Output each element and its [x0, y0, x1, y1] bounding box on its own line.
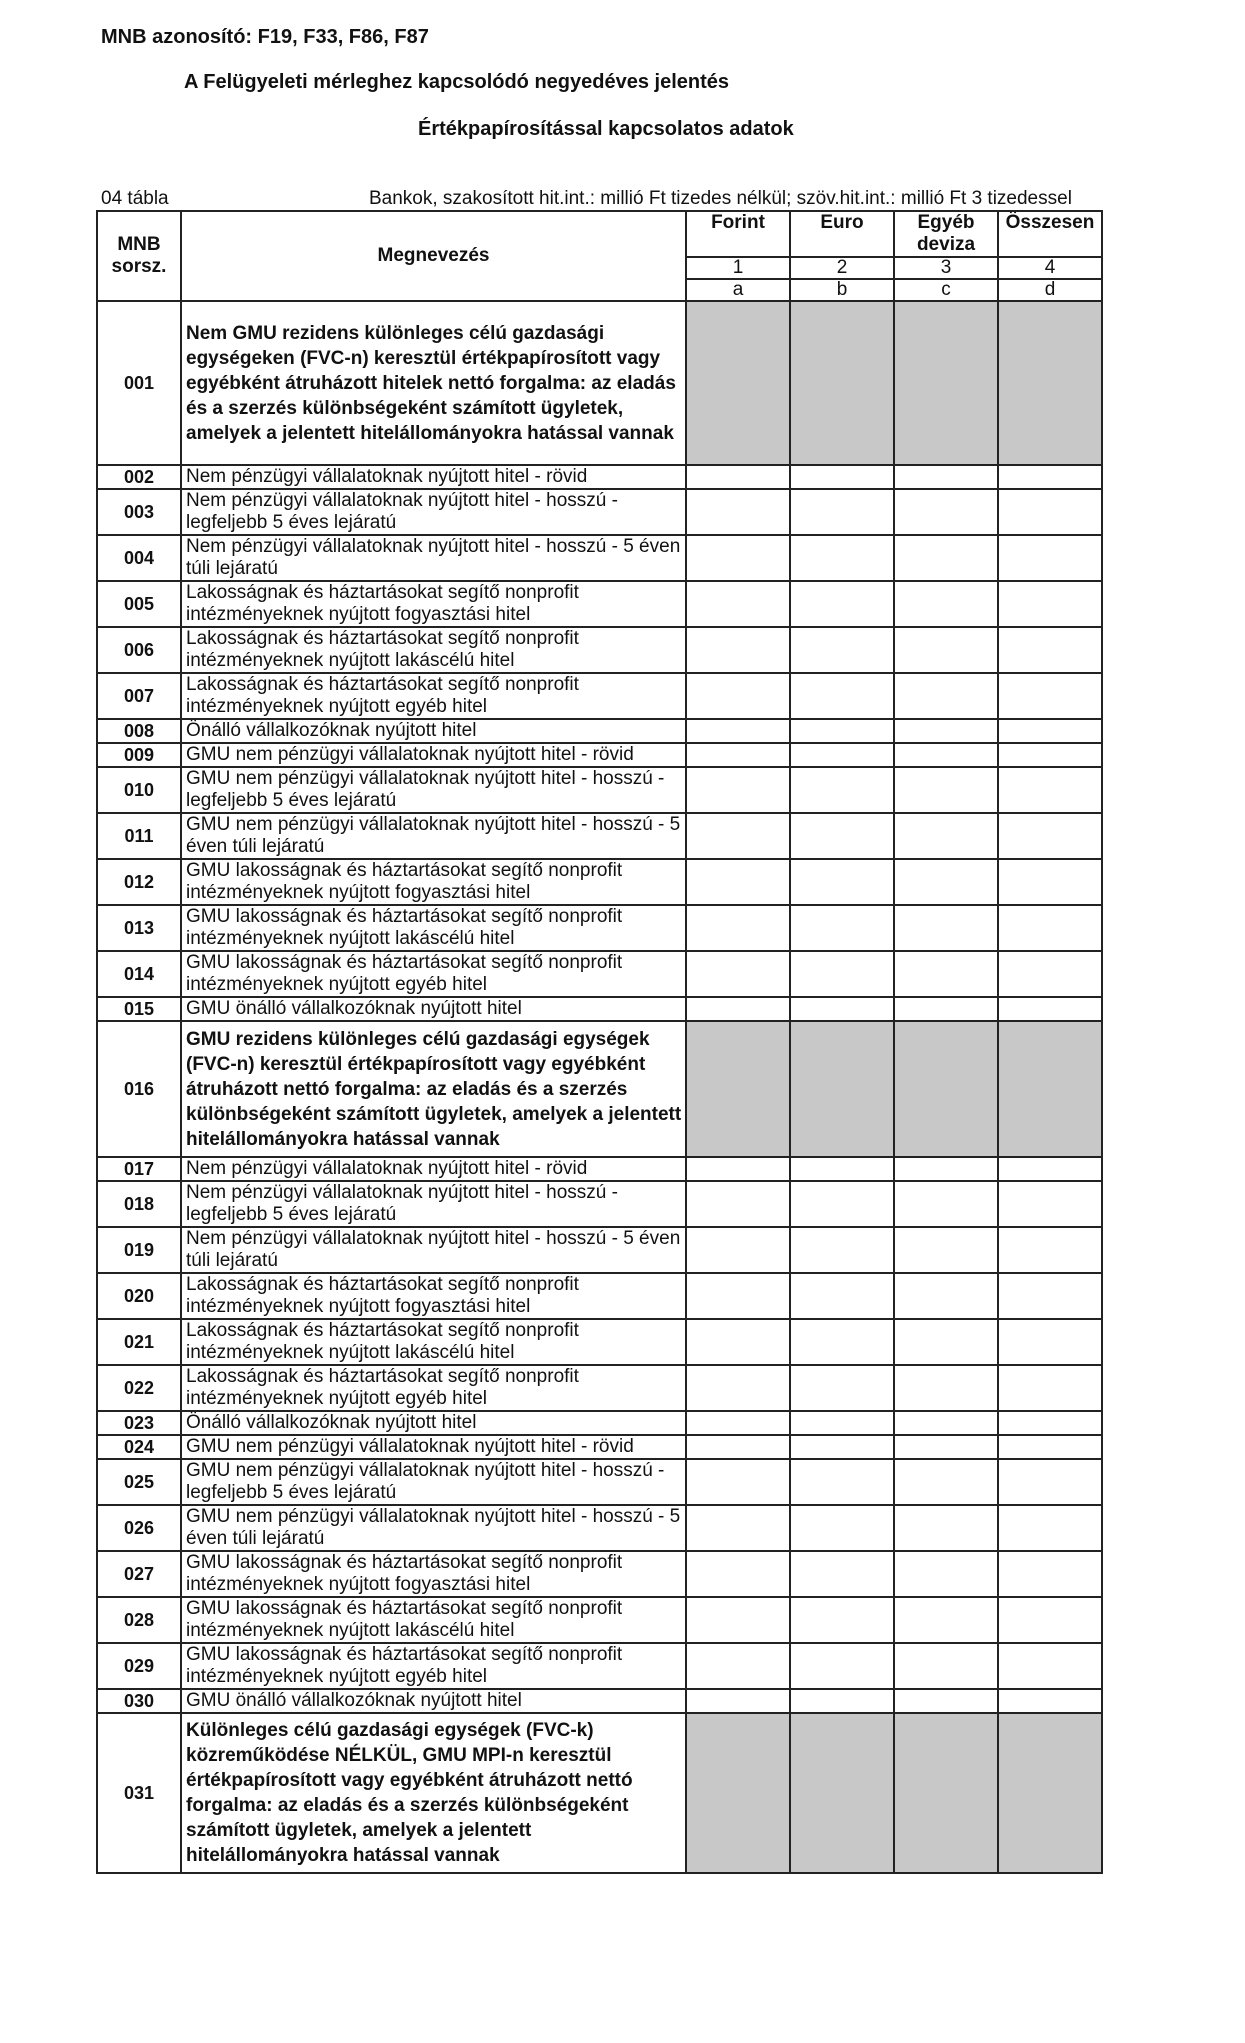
value-cell[interactable]	[998, 1227, 1102, 1273]
shaded-value-cell	[790, 301, 894, 465]
value-cell[interactable]	[998, 489, 1102, 535]
value-cell[interactable]	[686, 465, 790, 489]
value-cell[interactable]	[894, 1597, 998, 1643]
value-cell[interactable]	[790, 1551, 894, 1597]
table-row	[97, 1435, 1102, 1459]
value-cell[interactable]	[686, 535, 790, 581]
value-cell[interactable]	[894, 1435, 998, 1459]
value-cell[interactable]	[790, 465, 894, 489]
table-row	[97, 1319, 1102, 1365]
table-row	[97, 951, 1102, 997]
value-cell[interactable]	[998, 465, 1102, 489]
row-code: 004	[97, 535, 181, 581]
row-description: GMU lakosságnak és háztartásokat segítő nonprofit intézményeknek nyújtott egyéb hitel	[181, 951, 686, 997]
section-row	[97, 1021, 1102, 1157]
column-number: 2	[790, 257, 894, 279]
value-cell[interactable]	[686, 1551, 790, 1597]
row-code: 019	[97, 1227, 181, 1273]
table-row	[97, 581, 1102, 627]
value-cell[interactable]	[686, 813, 790, 859]
column-header-other-currency: Egyéb deviza	[894, 211, 998, 257]
value-cell[interactable]	[998, 1365, 1102, 1411]
value-cell[interactable]	[998, 1273, 1102, 1319]
row-code: 002	[97, 465, 181, 489]
value-cell[interactable]	[790, 627, 894, 673]
table-row	[97, 1597, 1102, 1643]
row-code: 022	[97, 1365, 181, 1411]
row-description: GMU lakosságnak és háztartásokat segítő nonprofit intézményeknek nyújtott fogyasztási hitel	[181, 1551, 686, 1597]
value-cell[interactable]	[686, 905, 790, 951]
section-row	[97, 301, 1102, 465]
shaded-value-cell	[790, 1713, 894, 1873]
row-description: Lakosságnak és háztartásokat segítő nonprofit intézményeknek nyújtott egyéb hitel	[181, 673, 686, 719]
shaded-value-cell	[686, 1021, 790, 1157]
row-description: Lakosságnak és háztartásokat segítő nonprofit intézményeknek nyújtott egyéb hitel	[181, 1365, 686, 1411]
value-cell[interactable]	[998, 859, 1102, 905]
row-description: GMU önálló vállalkozóknak nyújtott hitel	[181, 1689, 686, 1713]
value-cell[interactable]	[998, 1551, 1102, 1597]
row-code: 011	[97, 813, 181, 859]
value-cell[interactable]	[790, 1319, 894, 1365]
row-code: 025	[97, 1459, 181, 1505]
value-cell[interactable]	[894, 719, 998, 743]
row-description: Önálló vállalkozóknak nyújtott hitel	[181, 719, 686, 743]
value-cell[interactable]	[790, 951, 894, 997]
row-description: GMU lakosságnak és háztartásokat segítő nonprofit intézményeknek nyújtott fogyasztási hitel	[181, 859, 686, 905]
value-cell[interactable]	[686, 581, 790, 627]
value-cell[interactable]	[998, 743, 1102, 767]
value-cell[interactable]	[686, 997, 790, 1021]
table-row	[97, 997, 1102, 1021]
table-row	[97, 1181, 1102, 1227]
row-description: Önálló vállalkozóknak nyújtott hitel	[181, 1411, 686, 1435]
table-row	[97, 535, 1102, 581]
value-cell[interactable]	[790, 489, 894, 535]
units-note: Bankok, szakosított hit.int.: millió Ft tizedes nélkül; szöv.hit.int.: millió Ft 3 tizedessel	[369, 188, 1072, 209]
row-description: Nem pénzügyi vállalatoknak nyújtott hitel - rövid	[181, 1157, 686, 1181]
column-letter: b	[790, 279, 894, 301]
shaded-value-cell	[998, 301, 1102, 465]
table-row	[97, 673, 1102, 719]
value-cell[interactable]	[894, 1157, 998, 1181]
value-cell[interactable]	[894, 997, 998, 1021]
value-cell[interactable]	[894, 1459, 998, 1505]
value-cell[interactable]	[686, 1157, 790, 1181]
value-cell[interactable]	[686, 1435, 790, 1459]
value-cell[interactable]	[998, 1597, 1102, 1643]
value-cell[interactable]	[790, 673, 894, 719]
value-cell[interactable]	[790, 1505, 894, 1551]
column-header-forint: Forint	[686, 211, 790, 257]
value-cell[interactable]	[790, 1689, 894, 1713]
table-row	[97, 905, 1102, 951]
code-column-header: MNB sorsz.	[97, 211, 181, 301]
value-cell[interactable]	[790, 813, 894, 859]
row-description: GMU nem pénzügyi vállalatoknak nyújtott hitel - rövid	[181, 743, 686, 767]
row-code: 017	[97, 1157, 181, 1181]
row-description: GMU nem pénzügyi vállalatoknak nyújtott hitel - hosszú - 5 éven túli lejáratú	[181, 813, 686, 859]
row-code: 012	[97, 859, 181, 905]
row-code: 001	[97, 301, 181, 465]
row-description: Nem pénzügyi vállalatoknak nyújtott hitel - hosszú - 5 éven túli lejáratú	[181, 535, 686, 581]
value-cell[interactable]	[998, 581, 1102, 627]
value-cell[interactable]	[790, 1273, 894, 1319]
value-cell[interactable]	[790, 581, 894, 627]
table-row	[97, 489, 1102, 535]
value-cell[interactable]	[894, 859, 998, 905]
row-code: 014	[97, 951, 181, 997]
row-code: 015	[97, 997, 181, 1021]
row-description: Lakosságnak és háztartásokat segítő nonprofit intézményeknek nyújtott fogyasztási hitel	[181, 1273, 686, 1319]
value-cell[interactable]	[686, 1643, 790, 1689]
table-row	[97, 719, 1102, 743]
row-code: 007	[97, 673, 181, 719]
value-cell[interactable]	[894, 673, 998, 719]
row-code: 010	[97, 767, 181, 813]
row-code: 013	[97, 905, 181, 951]
table-row	[97, 1505, 1102, 1551]
value-cell[interactable]	[686, 951, 790, 997]
table-row	[97, 1227, 1102, 1273]
value-cell[interactable]	[790, 1157, 894, 1181]
value-cell[interactable]	[790, 859, 894, 905]
report-title: A Felügyeleti mérleghez kapcsolódó negyedéves jelentés	[184, 71, 730, 93]
value-cell[interactable]	[894, 1227, 998, 1273]
value-cell[interactable]	[686, 1273, 790, 1319]
value-cell[interactable]	[894, 1643, 998, 1689]
value-cell[interactable]	[998, 1505, 1102, 1551]
value-cell[interactable]	[894, 1551, 998, 1597]
column-number: 4	[998, 257, 1102, 279]
shaded-value-cell	[894, 301, 998, 465]
table-row	[97, 743, 1102, 767]
shaded-value-cell	[998, 1021, 1102, 1157]
value-cell[interactable]	[998, 951, 1102, 997]
table-row	[97, 1551, 1102, 1597]
value-cell[interactable]	[894, 1365, 998, 1411]
row-code: 030	[97, 1689, 181, 1713]
value-cell[interactable]	[998, 767, 1102, 813]
value-cell[interactable]	[686, 767, 790, 813]
value-cell[interactable]	[998, 1157, 1102, 1181]
value-cell[interactable]	[686, 1459, 790, 1505]
table-label: 04 tábla	[101, 188, 169, 209]
table-row	[97, 1157, 1102, 1181]
row-description: Nem pénzügyi vállalatoknak nyújtott hitel - hosszú - legfeljebb 5 éves lejáratú	[181, 489, 686, 535]
table-row	[97, 1365, 1102, 1411]
securitisation-table	[96, 210, 1103, 1874]
shaded-value-cell	[998, 1713, 1102, 1873]
value-cell[interactable]	[998, 1435, 1102, 1459]
value-cell[interactable]	[894, 743, 998, 767]
shaded-value-cell	[686, 301, 790, 465]
row-description: Lakosságnak és háztartásokat segítő nonprofit intézményeknek nyújtott lakáscélú hitel	[181, 627, 686, 673]
value-cell[interactable]	[790, 1227, 894, 1273]
table-row	[97, 1459, 1102, 1505]
table-row	[97, 1411, 1102, 1435]
value-cell[interactable]	[790, 1411, 894, 1435]
row-code: 005	[97, 581, 181, 627]
column-letter: c	[894, 279, 998, 301]
row-code: 018	[97, 1181, 181, 1227]
column-letter: d	[998, 279, 1102, 301]
mnb-identifier: MNB azonosító: F19, F33, F86, F87	[101, 26, 429, 48]
row-description: GMU lakosságnak és háztartásokat segítő nonprofit intézményeknek nyújtott lakáscélú hitel	[181, 1597, 686, 1643]
row-code: 026	[97, 1505, 181, 1551]
row-code: 009	[97, 743, 181, 767]
value-cell[interactable]	[998, 905, 1102, 951]
shaded-value-cell	[894, 1713, 998, 1873]
value-cell[interactable]	[790, 905, 894, 951]
row-description: GMU önálló vállalkozóknak nyújtott hitel	[181, 997, 686, 1021]
value-cell[interactable]	[998, 673, 1102, 719]
name-column-header: Megnevezés	[181, 211, 686, 301]
shaded-value-cell	[894, 1021, 998, 1157]
value-cell[interactable]	[998, 1689, 1102, 1713]
row-code: 016	[97, 1021, 181, 1157]
column-header-total: Összesen	[998, 211, 1102, 257]
value-cell[interactable]	[894, 1505, 998, 1551]
value-cell[interactable]	[894, 581, 998, 627]
row-description: Nem pénzügyi vállalatoknak nyújtott hitel - hosszú - 5 éven túli lejáratú	[181, 1227, 686, 1273]
value-cell[interactable]	[790, 743, 894, 767]
row-description: GMU nem pénzügyi vállalatoknak nyújtott hitel - rövid	[181, 1435, 686, 1459]
value-cell[interactable]	[686, 1181, 790, 1227]
value-cell[interactable]	[998, 1181, 1102, 1227]
value-cell[interactable]	[894, 951, 998, 997]
value-cell[interactable]	[686, 627, 790, 673]
value-cell[interactable]	[686, 743, 790, 767]
value-cell[interactable]	[790, 1435, 894, 1459]
row-code: 028	[97, 1597, 181, 1643]
value-cell[interactable]	[998, 997, 1102, 1021]
report-subtitle: Értékpapírosítással kapcsolatos adatok	[418, 118, 794, 140]
row-code: 031	[97, 1713, 181, 1873]
value-cell[interactable]	[894, 905, 998, 951]
column-number: 3	[894, 257, 998, 279]
row-description: GMU nem pénzügyi vállalatoknak nyújtott hitel - hosszú - 5 éven túli lejáratú	[181, 1505, 686, 1551]
value-cell[interactable]	[790, 1459, 894, 1505]
row-description: Különleges célú gazdasági egységek (FVC-k) közreműködése NÉLKÜL, GMU MPI-n keresztül értékpapírosított vagy egyébként átruházott nettó forgalma: az eladás és a szerzés különbségeként számított ügyletek, amelyek a jelentett hitelállományokra hatással vannak	[181, 1713, 686, 1873]
value-cell[interactable]	[998, 1643, 1102, 1689]
value-cell[interactable]	[894, 489, 998, 535]
row-description: GMU nem pénzügyi vállalatoknak nyújtott hitel - hosszú - legfeljebb 5 éves lejáratú	[181, 1459, 686, 1505]
row-code: 008	[97, 719, 181, 743]
value-cell[interactable]	[894, 1689, 998, 1713]
row-description: Nem pénzügyi vállalatoknak nyújtott hitel - rövid	[181, 465, 686, 489]
value-cell[interactable]	[998, 627, 1102, 673]
value-cell[interactable]	[894, 1181, 998, 1227]
value-cell[interactable]	[894, 1273, 998, 1319]
column-header-euro: Euro	[790, 211, 894, 257]
row-description: Lakosságnak és háztartásokat segítő nonprofit intézményeknek nyújtott lakáscélú hitel	[181, 1319, 686, 1365]
value-cell[interactable]	[686, 859, 790, 905]
row-description: GMU rezidens különleges célú gazdasági egységek (FVC-n) keresztül értékpapírosított vagy egyébként átruházott nettó forgalma: az eladás és a szerzés különbségeként számított ügyletek, amelyek a jelentett hitelállományokra hatással vannak	[181, 1021, 686, 1157]
value-cell[interactable]	[790, 719, 894, 743]
row-code: 024	[97, 1435, 181, 1459]
value-cell[interactable]	[998, 1319, 1102, 1365]
value-cell[interactable]	[998, 535, 1102, 581]
value-cell[interactable]	[998, 1411, 1102, 1435]
value-cell[interactable]	[894, 535, 998, 581]
value-cell[interactable]	[686, 1411, 790, 1435]
row-code: 003	[97, 489, 181, 535]
column-letter: a	[686, 279, 790, 301]
value-cell[interactable]	[790, 1365, 894, 1411]
value-cell[interactable]	[686, 1227, 790, 1273]
value-cell[interactable]	[894, 465, 998, 489]
table-row	[97, 627, 1102, 673]
value-cell[interactable]	[894, 627, 998, 673]
value-cell[interactable]	[790, 767, 894, 813]
row-description: GMU lakosságnak és háztartásokat segítő nonprofit intézményeknek nyújtott egyéb hitel	[181, 1643, 686, 1689]
row-code: 020	[97, 1273, 181, 1319]
row-code: 006	[97, 627, 181, 673]
row-code: 021	[97, 1319, 181, 1365]
value-cell[interactable]	[894, 767, 998, 813]
value-cell[interactable]	[998, 719, 1102, 743]
table-row	[97, 859, 1102, 905]
value-cell[interactable]	[894, 1411, 998, 1435]
row-code: 029	[97, 1643, 181, 1689]
value-cell[interactable]	[998, 813, 1102, 859]
row-description: GMU nem pénzügyi vállalatoknak nyújtott hitel - hosszú - legfeljebb 5 éves lejáratú	[181, 767, 686, 813]
value-cell[interactable]	[894, 1319, 998, 1365]
table-row	[97, 1689, 1102, 1713]
table-row	[97, 813, 1102, 859]
value-cell[interactable]	[790, 1597, 894, 1643]
value-cell[interactable]	[686, 1505, 790, 1551]
value-cell[interactable]	[686, 1689, 790, 1713]
value-cell[interactable]	[790, 1643, 894, 1689]
value-cell[interactable]	[686, 719, 790, 743]
row-description: GMU lakosságnak és háztartásokat segítő nonprofit intézményeknek nyújtott lakáscélú hitel	[181, 905, 686, 951]
value-cell[interactable]	[790, 1181, 894, 1227]
row-description: Nem GMU rezidens különleges célú gazdasági egységeken (FVC-n) keresztül értékpapírosított vagy egyébként átruházott hitelek nettó forgalma: az eladás és a szerzés különbségeként számított ügyletek, amelyek a jelentett hitelállományokra hatással vannak	[181, 301, 686, 465]
value-cell[interactable]	[686, 673, 790, 719]
value-cell[interactable]	[998, 1459, 1102, 1505]
section-row	[97, 1713, 1102, 1873]
row-description: Lakosságnak és háztartásokat segítő nonprofit intézményeknek nyújtott fogyasztási hitel	[181, 581, 686, 627]
table-row	[97, 1273, 1102, 1319]
value-cell[interactable]	[894, 813, 998, 859]
row-description: Nem pénzügyi vállalatoknak nyújtott hitel - hosszú - legfeljebb 5 éves lejáratú	[181, 1181, 686, 1227]
value-cell[interactable]	[686, 1597, 790, 1643]
table-row	[97, 1643, 1102, 1689]
row-code: 027	[97, 1551, 181, 1597]
shaded-value-cell	[686, 1713, 790, 1873]
column-number: 1	[686, 257, 790, 279]
row-code: 023	[97, 1411, 181, 1435]
shaded-value-cell	[790, 1021, 894, 1157]
value-cell[interactable]	[686, 1319, 790, 1365]
value-cell[interactable]	[790, 535, 894, 581]
value-cell[interactable]	[686, 489, 790, 535]
value-cell[interactable]	[686, 1365, 790, 1411]
value-cell[interactable]	[790, 997, 894, 1021]
table-row	[97, 465, 1102, 489]
table-row	[97, 767, 1102, 813]
